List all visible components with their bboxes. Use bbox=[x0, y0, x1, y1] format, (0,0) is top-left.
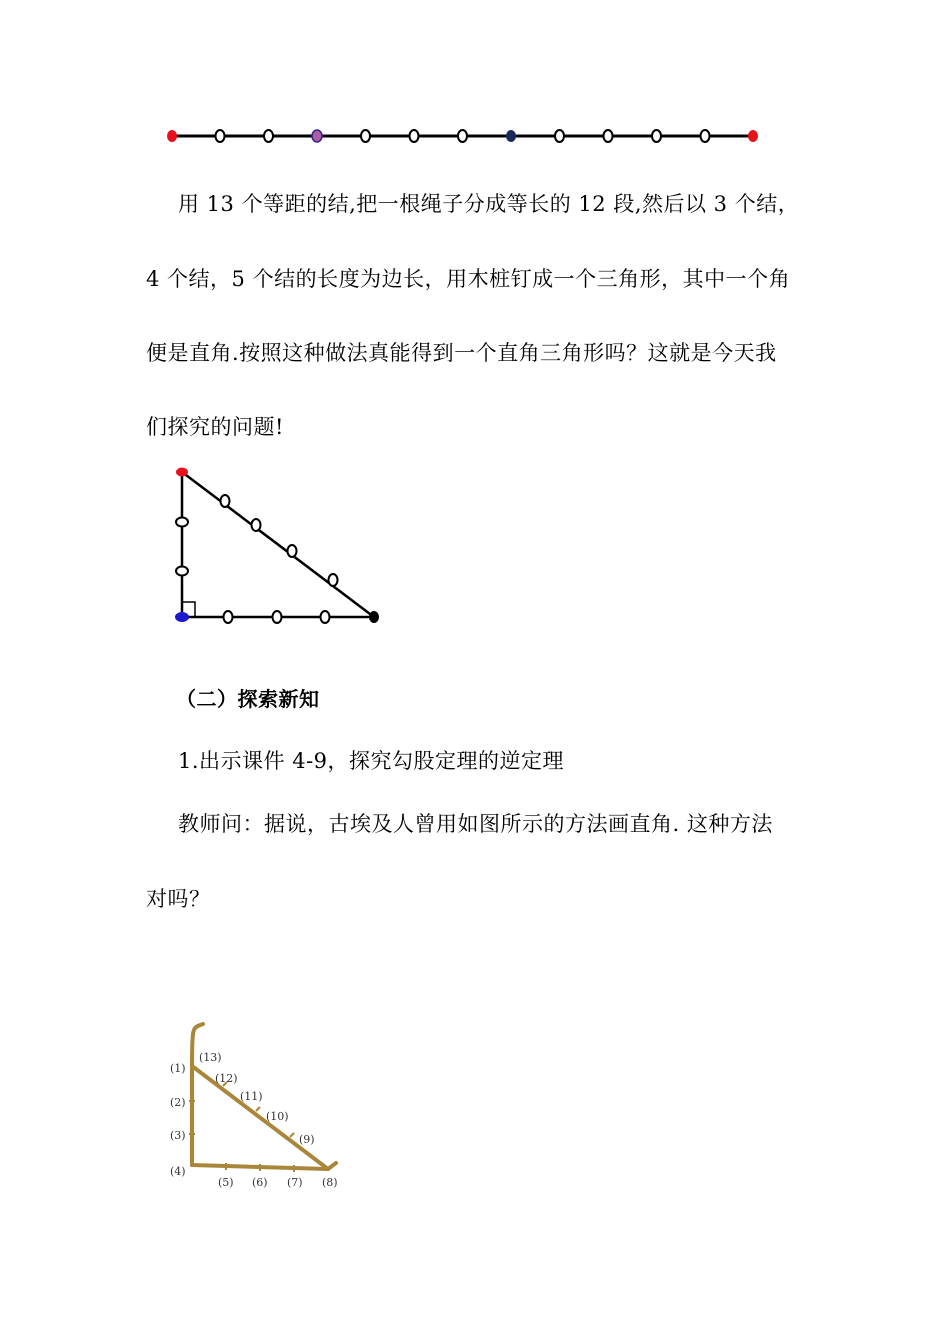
label-8: (8) bbox=[322, 1176, 338, 1189]
knot bbox=[176, 567, 188, 576]
label-7: (7) bbox=[287, 1176, 303, 1189]
intro-line-2: 4 个结，5 个结的长度为边长，用木桩钉成一个三角形，其中一个角 bbox=[146, 267, 791, 291]
label-4: (4) bbox=[170, 1165, 186, 1178]
knotted-right-triangle-figure bbox=[165, 460, 395, 635]
label-11: (11) bbox=[240, 1090, 263, 1103]
label-2: (2) bbox=[170, 1096, 186, 1109]
knot bbox=[555, 130, 564, 142]
knot bbox=[458, 130, 467, 142]
knot-blue-vertex bbox=[175, 612, 189, 622]
intro-line-4: 们探究的问题! bbox=[146, 415, 284, 439]
label-3: (3) bbox=[170, 1129, 186, 1142]
label-5: (5) bbox=[218, 1176, 234, 1189]
knot bbox=[216, 130, 225, 142]
knot-black-vertex bbox=[369, 611, 379, 623]
label-9: (9) bbox=[299, 1133, 315, 1146]
knot bbox=[410, 130, 419, 142]
knot-red-start bbox=[167, 130, 177, 142]
knot bbox=[288, 545, 297, 557]
knot bbox=[361, 130, 370, 142]
knot bbox=[176, 518, 188, 527]
section-heading: （二）探索新知 bbox=[176, 687, 320, 711]
label-13: (13) bbox=[199, 1051, 222, 1064]
knot bbox=[273, 611, 282, 623]
knot-red-end bbox=[748, 130, 758, 142]
knot-red-vertex bbox=[176, 468, 188, 477]
knot bbox=[321, 611, 330, 623]
section-item-1: 1.出示课件 4-9，探究勾股定理的逆定理 bbox=[178, 749, 565, 773]
knot bbox=[264, 130, 273, 142]
knot bbox=[252, 519, 261, 531]
knot-navy bbox=[506, 130, 516, 142]
knot bbox=[604, 130, 613, 142]
knot bbox=[652, 130, 661, 142]
knot bbox=[701, 130, 710, 142]
knot bbox=[221, 495, 230, 507]
label-12: (12) bbox=[215, 1072, 238, 1085]
rope-path bbox=[192, 1024, 336, 1169]
egyptian-rope-triangle-figure bbox=[160, 1012, 360, 1197]
teacher-question-line-2: 对吗？ bbox=[146, 887, 211, 911]
knot bbox=[329, 574, 338, 586]
intro-line-1: 用 13 个等距的结,把一根绳子分成等长的 12 段,然后以 3 个结， bbox=[178, 192, 800, 216]
knot-purple bbox=[312, 130, 322, 142]
rope-knots-figure bbox=[160, 120, 770, 152]
knot bbox=[224, 611, 233, 623]
teacher-question-line-1: 教师问：据说，古埃及人曾用如图所示的方法画直角. 这种方法 bbox=[178, 812, 773, 836]
label-6: (6) bbox=[252, 1176, 268, 1189]
intro-line-3: 便是直角.按照这种做法真能得到一个直角三角形吗？这就是今天我 bbox=[146, 341, 777, 365]
triangle-outline bbox=[182, 472, 374, 617]
label-10: (10) bbox=[266, 1110, 289, 1123]
label-1: (1) bbox=[170, 1062, 186, 1075]
